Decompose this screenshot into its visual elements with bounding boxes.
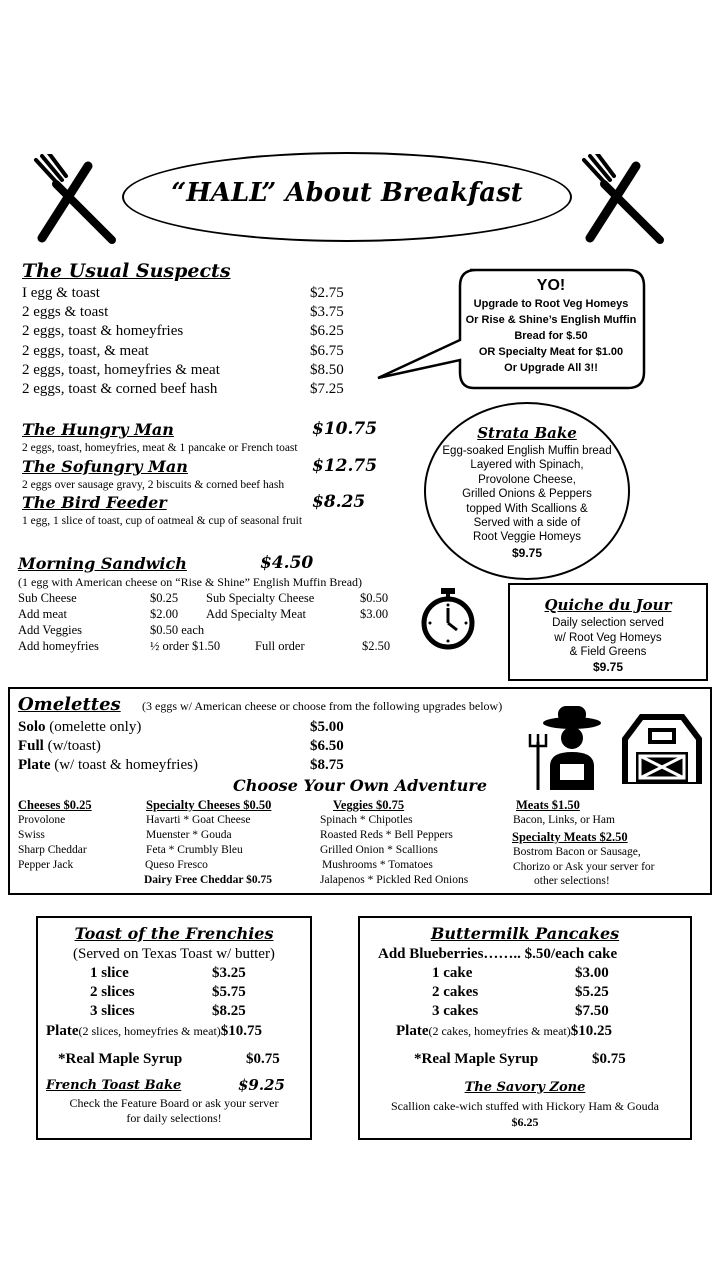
ft-row-price: $5.75 [212,984,246,1000]
strata-line: Served with a side of [473,517,581,529]
menu-item-price: $6.75 [310,342,344,359]
strata-line: Layered with Spinach, [470,459,584,472]
sandwich-option-price: $2.50 [362,639,391,653]
sandwich-option-price: $0.50 each [150,623,205,637]
yo-line: Bread for $.50 [514,330,588,342]
omelette-option [18,757,198,774]
pc-row-name: 2 cakes [432,984,479,1000]
specialty-cheeses-heading: Specialty Cheeses $0.50 [146,798,272,812]
menu-item-price: $8.50 [310,361,344,378]
veggie-item: Jalapenos * Pickled Red Onions [320,874,469,886]
cheese-item: Pepper Jack [18,859,74,871]
ft-row-name: 3 slices [90,1003,135,1019]
pc-row-price: $7.50 [575,1003,609,1019]
sandwich-option-price: ½ order $1.50 [150,639,221,653]
menu-item-name: 2 eggs, toast & homeyfries [22,323,184,340]
adventure-heading: Choose Your Own Adventure [232,776,488,795]
quiche-line: & Field Greens [569,646,647,658]
special-name: The Hungry Man [22,420,174,439]
yo-line: Or Upgrade All 3!! [504,362,598,374]
sandwich-option: Add Specialty Meat [206,607,306,621]
ft-plate-desc: (2 slices, homeyfries & meat) [78,1024,221,1038]
sandwich-option: Add Veggies [18,623,83,637]
menu-item-price: $7.25 [310,381,344,397]
strata-line: topped With Scallions & [466,502,588,515]
omelettes-title: Omelettes [18,694,121,715]
omelette-option-label: Full [18,738,44,754]
fork-knife-icon [28,154,124,250]
menu-item-price: $6.25 [310,323,344,340]
sandwich-option-price: $3.00 [360,607,389,621]
omelette-option-price: $8.75 [310,757,344,773]
savory-desc: Scallion cake-wich stuffed with Hickory Ham & Gouda [390,1099,660,1113]
strata-line: Provolone Cheese, [478,473,576,486]
veggies-heading: Veggies $0.75 [333,798,405,812]
omelette-option-price: $5.00 [310,719,344,735]
ft-bake-label: French Toast Bake [46,1078,182,1093]
yo-line: OR Specialty Meat for $1.00 [478,346,624,358]
pc-plate-price: $10.25 [570,1023,613,1039]
omelette-option-label: Solo [18,719,46,735]
sandwich-option: Add meat [18,607,67,621]
meat-item: Bacon, Links, or Ham [513,814,615,826]
menu-item-name: 2 eggs, toast & corned beef hash [22,381,218,397]
special-price: $12.75 [312,456,378,476]
ft-row-price: $3.25 [212,965,246,981]
veggie-item: Grilled Onion * Scallions [320,844,438,856]
cheese-item: Provolone [18,814,66,826]
sandwich-title: Morning Sandwich [18,554,187,573]
ft-syrup-label: *Real Maple Syrup [58,1051,183,1067]
specialty-cheese-extra: Dairy Free Cheddar $0.75 [144,874,272,886]
pc-row-price: $3.00 [575,965,609,981]
specialty-meat-item: Chorizo or Ask your server for [513,860,655,873]
strata-line: Grilled Onions & Peppers [462,488,592,501]
stopwatch-icon [418,586,478,650]
special-desc: 2 eggs, toast, homeyfries, meat & 1 pancake or French toast [22,442,298,454]
specialty-meats-heading: Specialty Meats $2.50 [512,830,628,844]
omelettes-subtitle: (3 eggs w/ American cheese or choose from the following upgrades below) [142,699,503,713]
ft-bake-desc-2: for daily selections! [126,1111,222,1125]
specialty-cheese-item: Muenster * Gouda [146,829,232,841]
sandwich-option-price: $2.00 [150,607,179,621]
veggie-item: Spinach * Chipotles [320,814,413,826]
specialty-meat-item: Bostrom Bacon or Sausage, [513,846,641,858]
meats-heading: Meats $1.50 [516,798,580,812]
sandwich-option: Full order [255,639,305,653]
ft-row-price: $8.25 [212,1003,246,1019]
menu-item-name: 2 eggs & toast [22,304,109,321]
ft-row-name: 1 slice [90,965,129,981]
ft-plate-price: $10.75 [220,1023,263,1039]
strata-title: Strata Bake [477,424,577,442]
savory-price: $6.25 [511,1115,539,1129]
ft-bake-price: $9.25 [238,1076,285,1094]
french-toast-title: Toast of the Frenchies [74,924,274,943]
usual-suspects-heading: The Usual Suspects [22,260,231,282]
veggie-item: Mushrooms * Tomatoes [322,859,433,871]
quiche-price: $9.75 [592,660,624,674]
special-price: $10.75 [312,419,378,439]
quiche-line: w/ Root Veg Homeys [554,631,662,644]
ft-plate [46,1023,262,1040]
omelette-option [18,719,141,736]
sandwich-desc: (1 egg with American cheese on “Rise & Shine” English Muffin Bread) [18,575,363,589]
specialty-cheese-item: Feta * Crumbly Bleu [146,844,243,856]
strata-line: Egg-soaked English Muffin bread [442,445,612,457]
french-toast-subtitle: (Served on Texas Toast w/ butter) [73,946,275,962]
cheese-item: Swiss [18,829,45,841]
strata-line: Root Veggie Homeys [472,531,582,544]
special-price: $8.25 [312,492,366,512]
sandwich-option-price: $0.25 [150,591,179,605]
yo-line: Or Rise & Shine’s English Muffin [465,314,637,326]
pancakes-title: Buttermilk Pancakes [430,924,620,943]
cheese-item: Sharp Cheddar [18,844,87,856]
pc-row-name: 1 cake [432,965,473,981]
menu-item-price: $3.75 [310,304,344,321]
pc-syrup-label: *Real Maple Syrup [414,1051,539,1067]
ft-bake-desc-1: Check the Feature Board or ask your server [69,1096,279,1110]
sandwich-option: Sub Cheese [18,591,77,605]
menu-item-price: $2.75 [310,285,344,301]
omelette-option-price: $6.50 [310,738,344,754]
omelette-option-label: Plate [18,757,51,773]
strata-price: $9.75 [511,546,543,560]
page-title: “HALL” About Breakfast [171,178,523,208]
menu-item-name: 2 eggs, toast, & meat [22,342,149,359]
special-desc: 1 egg, 1 slice of toast, cup of oatmeal & cup of seasonal fruit [22,515,303,527]
cheeses-heading: Cheeses $0.25 [18,798,92,812]
sandwich-option: Sub Specialty Cheese [206,591,315,605]
menu-item-name: I egg & toast [22,285,100,301]
ft-row-name: 2 slices [90,984,135,1000]
quiche-line: Daily selection served [552,617,664,629]
yo-title: YO! [536,277,566,294]
special-name: The Bird Feeder [22,493,167,512]
specialty-cheese-item: Queso Fresco [145,859,208,871]
pc-syrup-price: $0.75 [592,1051,626,1067]
pancakes-blueberries: Add Blueberries…….. $.50/each cake [378,946,618,962]
fork-knife-icon [576,154,672,250]
omelette-option-desc: (omelette only) [45,719,142,735]
quiche-title: Quiche du Jour [544,596,672,614]
yo-line: Upgrade to Root Veg Homeys [473,298,629,310]
special-desc: 2 eggs over sausage gravy, 2 biscuits & corned beef hash [22,479,285,491]
pc-plate-label: Plate [396,1023,429,1039]
menu-item-name: 2 eggs, toast, homeyfries & meat [22,361,220,378]
sandwich-price: $4.50 [260,553,314,573]
sandwich-option: Add homeyfries [18,639,99,653]
barn-icon [618,706,706,786]
pc-plate [396,1023,612,1040]
pc-row-price: $5.25 [575,984,609,1000]
omelette-option [18,738,101,755]
savory-title: The Savory Zone [464,1080,586,1095]
sandwich-option-price: $0.50 [360,591,389,605]
special-name: The Sofungry Man [22,457,188,476]
veggie-item: Roasted Reds * Bell Peppers [320,829,453,841]
omelette-option-desc: (w/toast) [43,738,101,754]
omelette-option-desc: (w/ toast & homeyfries) [50,757,198,773]
specialty-meat-item: other selections! [534,875,610,887]
pc-row-name: 3 cakes [432,1003,479,1019]
specialty-cheese-item: Havarti * Goat Cheese [146,814,251,826]
ft-syrup-price: $0.75 [246,1051,280,1067]
ft-plate-label: Plate [46,1023,79,1039]
pc-plate-desc: (2 cakes, homeyfries & meat) [428,1024,571,1038]
